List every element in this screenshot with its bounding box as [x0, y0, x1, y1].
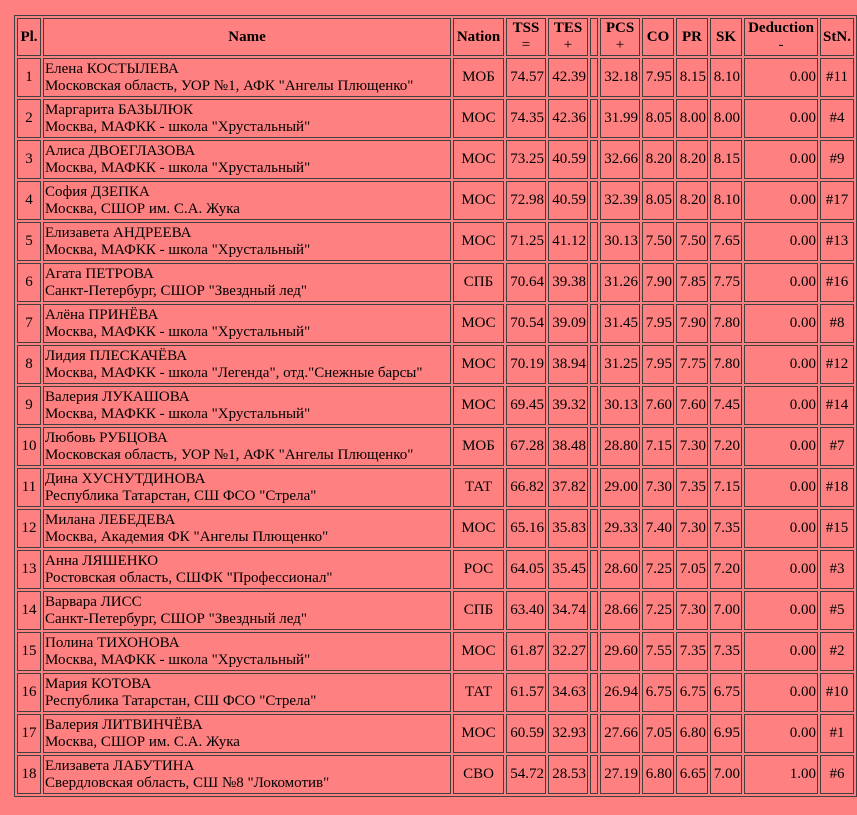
cell-name — [43, 140, 451, 179]
table-row — [17, 263, 854, 302]
cell-nation: МОС — [453, 345, 504, 384]
cell-tes: 32.93 — [548, 714, 588, 753]
cell-gap — [590, 140, 598, 179]
cell-co: 6.80 — [642, 755, 674, 794]
cell-stn: #8 — [820, 304, 854, 343]
cell-tss: 70.19 — [506, 345, 546, 384]
cell-sk: 7.00 — [710, 755, 742, 794]
cell-tes: 42.39 — [548, 58, 588, 97]
cell-name — [43, 427, 451, 466]
cell-nation: МОС — [453, 181, 504, 220]
cell-tss: 61.57 — [506, 673, 546, 712]
table-row — [17, 591, 854, 630]
skater-name: Мария КОТОВА — [45, 675, 152, 692]
cell-gap — [590, 58, 598, 97]
cell-nation: МОБ — [453, 427, 504, 466]
skater-name: София ДЗЕПКА — [45, 183, 150, 200]
header-tss — [506, 18, 546, 56]
cell-tss: 72.98 — [506, 181, 546, 220]
cell-deduction: 0.00 — [744, 140, 818, 179]
cell-pcs: 26.94 — [600, 673, 640, 712]
skater-club: Москва, МАФКК - школа "Легенда", отд."Снежные барсы" — [45, 364, 423, 381]
cell-gap — [590, 386, 598, 425]
cell-sk: 7.35 — [710, 509, 742, 548]
table-row — [17, 673, 854, 712]
cell-nation: ТАТ — [453, 673, 504, 712]
cell-pr: 7.35 — [676, 468, 708, 507]
header-sk: SK — [710, 18, 742, 56]
cell-pr: 7.30 — [676, 509, 708, 548]
cell-name — [43, 345, 451, 384]
header-pcs-label: PCS — [605, 20, 635, 36]
cell-nation: СПБ — [453, 591, 504, 630]
cell-deduction: 0.00 — [744, 304, 818, 343]
cell-name — [43, 304, 451, 343]
cell-tss: 74.57 — [506, 58, 546, 97]
cell-pcs: 31.99 — [600, 99, 640, 138]
header-deduction-sub: - — [778, 37, 784, 53]
cell-sk: 7.35 — [710, 632, 742, 671]
cell-name — [43, 181, 451, 220]
cell-stn: #12 — [820, 345, 854, 384]
cell-name — [43, 755, 451, 794]
cell-name — [43, 99, 451, 138]
cell-pcs: 28.80 — [600, 427, 640, 466]
skater-club: Москва, МАФКК - школа "Хрустальный" — [45, 118, 311, 135]
cell-deduction: 1.00 — [744, 755, 818, 794]
cell-pr: 6.80 — [676, 714, 708, 753]
cell-nation: СВО — [453, 755, 504, 794]
skater-club: Москва, СШОР им. С.А. Жука — [45, 733, 240, 750]
skater-name: Алёна ПРИНЁВА — [45, 306, 159, 323]
cell-deduction: 0.00 — [744, 673, 818, 712]
cell-name — [43, 632, 451, 671]
cell-tss: 64.05 — [506, 550, 546, 589]
cell-co: 7.25 — [642, 550, 674, 589]
cell-place: 10 — [17, 427, 41, 466]
cell-nation: МОС — [453, 99, 504, 138]
cell-gap — [590, 714, 598, 753]
results-table — [14, 15, 857, 797]
cell-pcs: 28.60 — [600, 550, 640, 589]
cell-name — [43, 468, 451, 507]
cell-name — [43, 550, 451, 589]
cell-pr: 8.20 — [676, 140, 708, 179]
cell-name — [43, 591, 451, 630]
cell-pcs: 28.66 — [600, 591, 640, 630]
cell-tes: 42.36 — [548, 99, 588, 138]
cell-co: 7.90 — [642, 263, 674, 302]
cell-gap — [590, 550, 598, 589]
cell-pr: 7.90 — [676, 304, 708, 343]
cell-stn: #5 — [820, 591, 854, 630]
cell-gap — [590, 509, 598, 548]
cell-pcs: 32.39 — [600, 181, 640, 220]
cell-tes: 38.94 — [548, 345, 588, 384]
cell-deduction: 0.00 — [744, 263, 818, 302]
cell-co: 7.95 — [642, 345, 674, 384]
cell-tss: 73.25 — [506, 140, 546, 179]
cell-pcs: 29.33 — [600, 509, 640, 548]
skater-club: Москва, МАФКК - школа "Хрустальный" — [45, 405, 311, 422]
cell-gap — [590, 222, 598, 261]
cell-co: 8.05 — [642, 181, 674, 220]
cell-pcs: 29.00 — [600, 468, 640, 507]
cell-gap — [590, 181, 598, 220]
cell-place: 16 — [17, 673, 41, 712]
cell-pcs: 30.13 — [600, 222, 640, 261]
cell-tss: 66.82 — [506, 468, 546, 507]
cell-pr: 7.30 — [676, 427, 708, 466]
cell-gap — [590, 304, 598, 343]
cell-tes: 40.59 — [548, 140, 588, 179]
cell-gap — [590, 673, 598, 712]
cell-stn: #17 — [820, 181, 854, 220]
cell-pr: 8.15 — [676, 58, 708, 97]
table-row — [17, 714, 854, 753]
cell-nation: МОС — [453, 632, 504, 671]
cell-tes: 35.45 — [548, 550, 588, 589]
skater-name: Елена КОСТЫЛЕВА — [45, 60, 179, 77]
cell-place: 3 — [17, 140, 41, 179]
cell-co: 7.95 — [642, 304, 674, 343]
cell-stn: #4 — [820, 99, 854, 138]
cell-tss: 70.54 — [506, 304, 546, 343]
cell-co: 7.30 — [642, 468, 674, 507]
cell-co: 6.75 — [642, 673, 674, 712]
skater-club: Санкт-Петербург, СШОР "Звездный лед" — [45, 610, 307, 627]
skater-club: Москва, СШОР им. С.А. Жука — [45, 200, 240, 217]
cell-stn: #1 — [820, 714, 854, 753]
cell-tes: 39.32 — [548, 386, 588, 425]
cell-sk: 7.20 — [710, 427, 742, 466]
table-row — [17, 222, 854, 261]
header-nation: Nation — [453, 18, 504, 56]
cell-tss: 70.64 — [506, 263, 546, 302]
cell-deduction: 0.00 — [744, 99, 818, 138]
cell-stn: #6 — [820, 755, 854, 794]
skater-club: Московская область, УОР №1, АФК "Ангелы Плющенко" — [45, 77, 414, 94]
cell-place: 17 — [17, 714, 41, 753]
cell-tss: 67.28 — [506, 427, 546, 466]
table-row — [17, 550, 854, 589]
table-row — [17, 386, 854, 425]
cell-gap — [590, 99, 598, 138]
skater-club: Москва, МАФКК - школа "Хрустальный" — [45, 241, 311, 258]
cell-stn: #2 — [820, 632, 854, 671]
header-tss-label: TSS — [512, 20, 540, 36]
cell-tes: 28.53 — [548, 755, 588, 794]
cell-sk: 7.15 — [710, 468, 742, 507]
cell-co: 7.50 — [642, 222, 674, 261]
skater-name: Валерия ЛУКАШОВА — [45, 388, 190, 405]
cell-tes: 40.59 — [548, 181, 588, 220]
cell-sk: 7.00 — [710, 591, 742, 630]
cell-nation: МОС — [453, 509, 504, 548]
cell-co: 7.55 — [642, 632, 674, 671]
skater-name: Полина ТИХОНОВА — [45, 634, 180, 651]
skater-name: Елизавета АНДРЕЕВА — [45, 224, 192, 241]
cell-pcs: 31.25 — [600, 345, 640, 384]
cell-place: 15 — [17, 632, 41, 671]
header-tss-sub: = — [521, 37, 531, 53]
cell-name — [43, 386, 451, 425]
cell-pcs: 27.19 — [600, 755, 640, 794]
cell-tss: 61.87 — [506, 632, 546, 671]
skater-name: Алиса ДВОЕГЛАЗОВА — [45, 142, 196, 159]
cell-tss: 74.35 — [506, 99, 546, 138]
cell-sk: 6.75 — [710, 673, 742, 712]
cell-nation: МОС — [453, 140, 504, 179]
cell-name — [43, 714, 451, 753]
cell-gap — [590, 632, 598, 671]
cell-place: 18 — [17, 755, 41, 794]
cell-place: 6 — [17, 263, 41, 302]
cell-tss: 54.72 — [506, 755, 546, 794]
skater-club: Свердловская область, СШ №8 "Локомотив" — [45, 774, 330, 791]
cell-co: 7.15 — [642, 427, 674, 466]
cell-place: 7 — [17, 304, 41, 343]
cell-tss: 65.16 — [506, 509, 546, 548]
table-row — [17, 140, 854, 179]
cell-deduction: 0.00 — [744, 427, 818, 466]
cell-co: 8.05 — [642, 99, 674, 138]
skater-club: Московская область, УОР №1, АФК "Ангелы Плющенко" — [45, 446, 414, 463]
cell-pr: 7.75 — [676, 345, 708, 384]
cell-place: 1 — [17, 58, 41, 97]
cell-tes: 34.63 — [548, 673, 588, 712]
cell-place: 12 — [17, 509, 41, 548]
header-pcs-sub: + — [615, 37, 625, 53]
cell-gap — [590, 591, 598, 630]
cell-sk: 7.80 — [710, 345, 742, 384]
cell-stn: #9 — [820, 140, 854, 179]
cell-stn: #3 — [820, 550, 854, 589]
cell-stn: #14 — [820, 386, 854, 425]
cell-nation: МОС — [453, 386, 504, 425]
cell-gap — [590, 755, 598, 794]
header-stn: StN. — [820, 18, 854, 56]
table-row — [17, 58, 854, 97]
cell-pr: 7.05 — [676, 550, 708, 589]
table-row — [17, 99, 854, 138]
skater-name: Елизавета ЛАБУТИНА — [45, 757, 195, 774]
cell-pcs: 32.18 — [600, 58, 640, 97]
cell-place: 2 — [17, 99, 41, 138]
header-co: CO — [642, 18, 674, 56]
header-gap — [590, 18, 598, 56]
cell-tes: 34.74 — [548, 591, 588, 630]
cell-deduction: 0.00 — [744, 181, 818, 220]
skater-name: Милана ЛЕБЕДЕВА — [45, 511, 176, 528]
cell-pr: 6.65 — [676, 755, 708, 794]
cell-pr: 7.35 — [676, 632, 708, 671]
cell-tss: 71.25 — [506, 222, 546, 261]
cell-deduction: 0.00 — [744, 222, 818, 261]
table-row — [17, 509, 854, 548]
cell-stn: #7 — [820, 427, 854, 466]
skater-name: Любовь РУБЦОВА — [45, 429, 168, 446]
skater-name: Дина ХУСНУТДИНОВА — [45, 470, 206, 487]
cell-deduction: 0.00 — [744, 468, 818, 507]
cell-pcs: 30.13 — [600, 386, 640, 425]
table-row — [17, 755, 854, 794]
cell-sk: 7.20 — [710, 550, 742, 589]
table-row — [17, 632, 854, 671]
cell-deduction: 0.00 — [744, 591, 818, 630]
cell-tes: 39.38 — [548, 263, 588, 302]
cell-gap — [590, 345, 598, 384]
cell-deduction: 0.00 — [744, 58, 818, 97]
cell-deduction: 0.00 — [744, 550, 818, 589]
cell-tes: 39.09 — [548, 304, 588, 343]
cell-tes: 35.83 — [548, 509, 588, 548]
header-pr: PR — [676, 18, 708, 56]
cell-sk: 7.45 — [710, 386, 742, 425]
cell-co: 7.25 — [642, 591, 674, 630]
cell-sk: 7.65 — [710, 222, 742, 261]
skater-name: Варвара ЛИСС — [45, 593, 142, 610]
cell-deduction: 0.00 — [744, 714, 818, 753]
cell-pr: 7.85 — [676, 263, 708, 302]
cell-tss: 60.59 — [506, 714, 546, 753]
cell-deduction: 0.00 — [744, 386, 818, 425]
skater-club: Москва, Академия ФК "Ангелы Плющенко" — [45, 528, 329, 545]
skater-name: Анна ЛЯШЕНКО — [45, 552, 159, 569]
cell-stn: #11 — [820, 58, 854, 97]
cell-deduction: 0.00 — [744, 632, 818, 671]
header-pcs — [600, 18, 640, 56]
cell-co: 7.95 — [642, 58, 674, 97]
cell-tes: 38.48 — [548, 427, 588, 466]
header-name: Name — [43, 18, 451, 56]
header-deduction-label: Deduction — [748, 20, 814, 36]
cell-nation: РОС — [453, 550, 504, 589]
cell-pr: 7.30 — [676, 591, 708, 630]
cell-name — [43, 673, 451, 712]
cell-gap — [590, 468, 598, 507]
cell-tes: 41.12 — [548, 222, 588, 261]
cell-nation: МОБ — [453, 58, 504, 97]
table-row — [17, 181, 854, 220]
cell-sk: 7.80 — [710, 304, 742, 343]
header-row — [17, 18, 854, 56]
cell-place: 4 — [17, 181, 41, 220]
cell-sk: 8.00 — [710, 99, 742, 138]
cell-tes: 32.27 — [548, 632, 588, 671]
header-deduction — [744, 18, 818, 56]
cell-deduction: 0.00 — [744, 509, 818, 548]
skater-club: Республика Татарстан, СШ ФСО "Стрела" — [45, 692, 317, 709]
table-row — [17, 345, 854, 384]
cell-stn: #13 — [820, 222, 854, 261]
skater-club: Москва, МАФКК - школа "Хрустальный" — [45, 651, 311, 668]
skater-club: Москва, МАФКК - школа "Хрустальный" — [45, 159, 311, 176]
cell-stn: #16 — [820, 263, 854, 302]
skater-club: Москва, МАФКК - школа "Хрустальный" — [45, 323, 311, 340]
cell-stn: #15 — [820, 509, 854, 548]
cell-co: 8.20 — [642, 140, 674, 179]
cell-nation: ТАТ — [453, 468, 504, 507]
skater-name: Лидия ПЛЕСКАЧЁВА — [45, 347, 188, 364]
cell-place: 5 — [17, 222, 41, 261]
table-row — [17, 468, 854, 507]
cell-stn: #10 — [820, 673, 854, 712]
cell-pcs: 27.66 — [600, 714, 640, 753]
cell-place: 9 — [17, 386, 41, 425]
cell-sk: 7.75 — [710, 263, 742, 302]
cell-tes: 37.82 — [548, 468, 588, 507]
cell-tss: 69.45 — [506, 386, 546, 425]
cell-co: 7.05 — [642, 714, 674, 753]
cell-pcs: 32.66 — [600, 140, 640, 179]
cell-pr: 6.75 — [676, 673, 708, 712]
cell-sk: 8.10 — [710, 181, 742, 220]
cell-deduction: 0.00 — [744, 345, 818, 384]
skater-club: Санкт-Петербург, СШОР "Звездный лед" — [45, 282, 307, 299]
cell-stn: #18 — [820, 468, 854, 507]
cell-sk: 6.95 — [710, 714, 742, 753]
cell-co: 7.60 — [642, 386, 674, 425]
skater-name: Валерия ЛИТВИНЧЁВА — [45, 716, 203, 733]
cell-pr: 7.50 — [676, 222, 708, 261]
cell-name — [43, 222, 451, 261]
skater-club: Республика Татарстан, СШ ФСО "Стрела" — [45, 487, 317, 504]
cell-nation: СПБ — [453, 263, 504, 302]
header-pl: Pl. — [17, 18, 41, 56]
cell-pcs: 31.26 — [600, 263, 640, 302]
cell-sk: 8.15 — [710, 140, 742, 179]
cell-pcs: 29.60 — [600, 632, 640, 671]
cell-tss: 63.40 — [506, 591, 546, 630]
table-row — [17, 304, 854, 343]
header-tes-sub: + — [563, 37, 573, 53]
cell-nation: МОС — [453, 222, 504, 261]
cell-name — [43, 509, 451, 548]
skater-club: Ростовская область, СШФК "Профессионал" — [45, 569, 333, 586]
cell-sk: 8.10 — [710, 58, 742, 97]
cell-place: 11 — [17, 468, 41, 507]
cell-name — [43, 58, 451, 97]
cell-place: 13 — [17, 550, 41, 589]
cell-co: 7.40 — [642, 509, 674, 548]
cell-pcs: 31.45 — [600, 304, 640, 343]
cell-gap — [590, 263, 598, 302]
table-row — [17, 427, 854, 466]
cell-place: 14 — [17, 591, 41, 630]
skater-name: Маргарита БАЗЫЛЮК — [45, 101, 194, 118]
skater-name: Агата ПЕТРОВА — [45, 265, 154, 282]
cell-pr: 7.60 — [676, 386, 708, 425]
cell-pr: 8.20 — [676, 181, 708, 220]
header-tes-label: TES — [553, 20, 583, 36]
header-tes — [548, 18, 588, 56]
cell-pr: 8.00 — [676, 99, 708, 138]
cell-gap — [590, 427, 598, 466]
cell-name — [43, 263, 451, 302]
cell-nation: МОС — [453, 304, 504, 343]
cell-place: 8 — [17, 345, 41, 384]
cell-nation: МОС — [453, 714, 504, 753]
